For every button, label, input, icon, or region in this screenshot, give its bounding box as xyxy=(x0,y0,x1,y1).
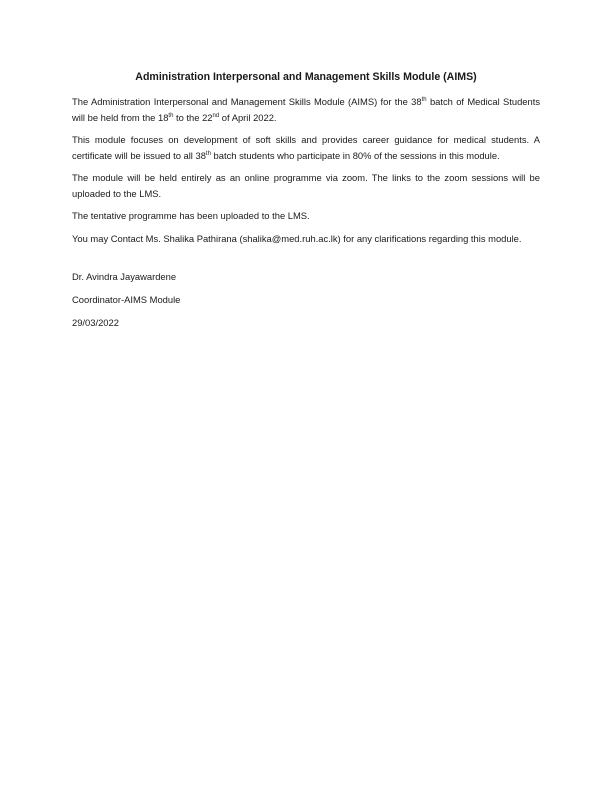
paragraph-focus-part-b: batch students who participate in 80% of the sessions in this module. xyxy=(210,149,500,161)
paragraph-schedule xyxy=(72,94,540,125)
paragraph-focus-part-a: This module focuses on development of soft skills and provides career guidance for medical students. A certificate will be issued to all 38 xyxy=(72,134,540,161)
superscript-nd: nd xyxy=(212,112,220,119)
superscript-th: th xyxy=(205,150,211,157)
paragraph-schedule-part-c: to the 22 xyxy=(173,111,213,123)
document-page xyxy=(72,70,540,339)
signature-name: Dr. Avindra Jayawardene xyxy=(72,271,177,282)
superscript-th: th xyxy=(421,96,427,103)
signature-role: Coordinator-AIMS Module xyxy=(72,294,181,305)
paragraph-focus xyxy=(72,132,540,163)
paragraph-contact: You may Contact Ms. Shalika Pathirana (shalika@med.ruh.ac.lk) for any clarifications regarding this module. xyxy=(72,232,522,244)
paragraph-programme: The tentative programme has been uploaded to the LMS. xyxy=(72,210,310,221)
paragraph-schedule-part-d: of April 2022. xyxy=(219,111,277,123)
signature-block xyxy=(72,270,540,330)
signature-date: 29/03/2022 xyxy=(72,317,119,328)
paragraph-schedule-part-b: batch of Medical Students will be held from the 18 xyxy=(72,96,541,123)
document-title: Administration Interpersonal and Management Skills Module (AIMS) xyxy=(135,71,477,83)
paragraph-schedule-part-a: The Administration Interpersonal and Management Skills Module (AIMS) for the 38 xyxy=(72,96,422,107)
superscript-th: th xyxy=(168,112,174,119)
paragraph-online: The module will be held entirely as an online programme via zoom. The links to the zoom sessions will be uploaded to the LMS. xyxy=(72,172,540,199)
